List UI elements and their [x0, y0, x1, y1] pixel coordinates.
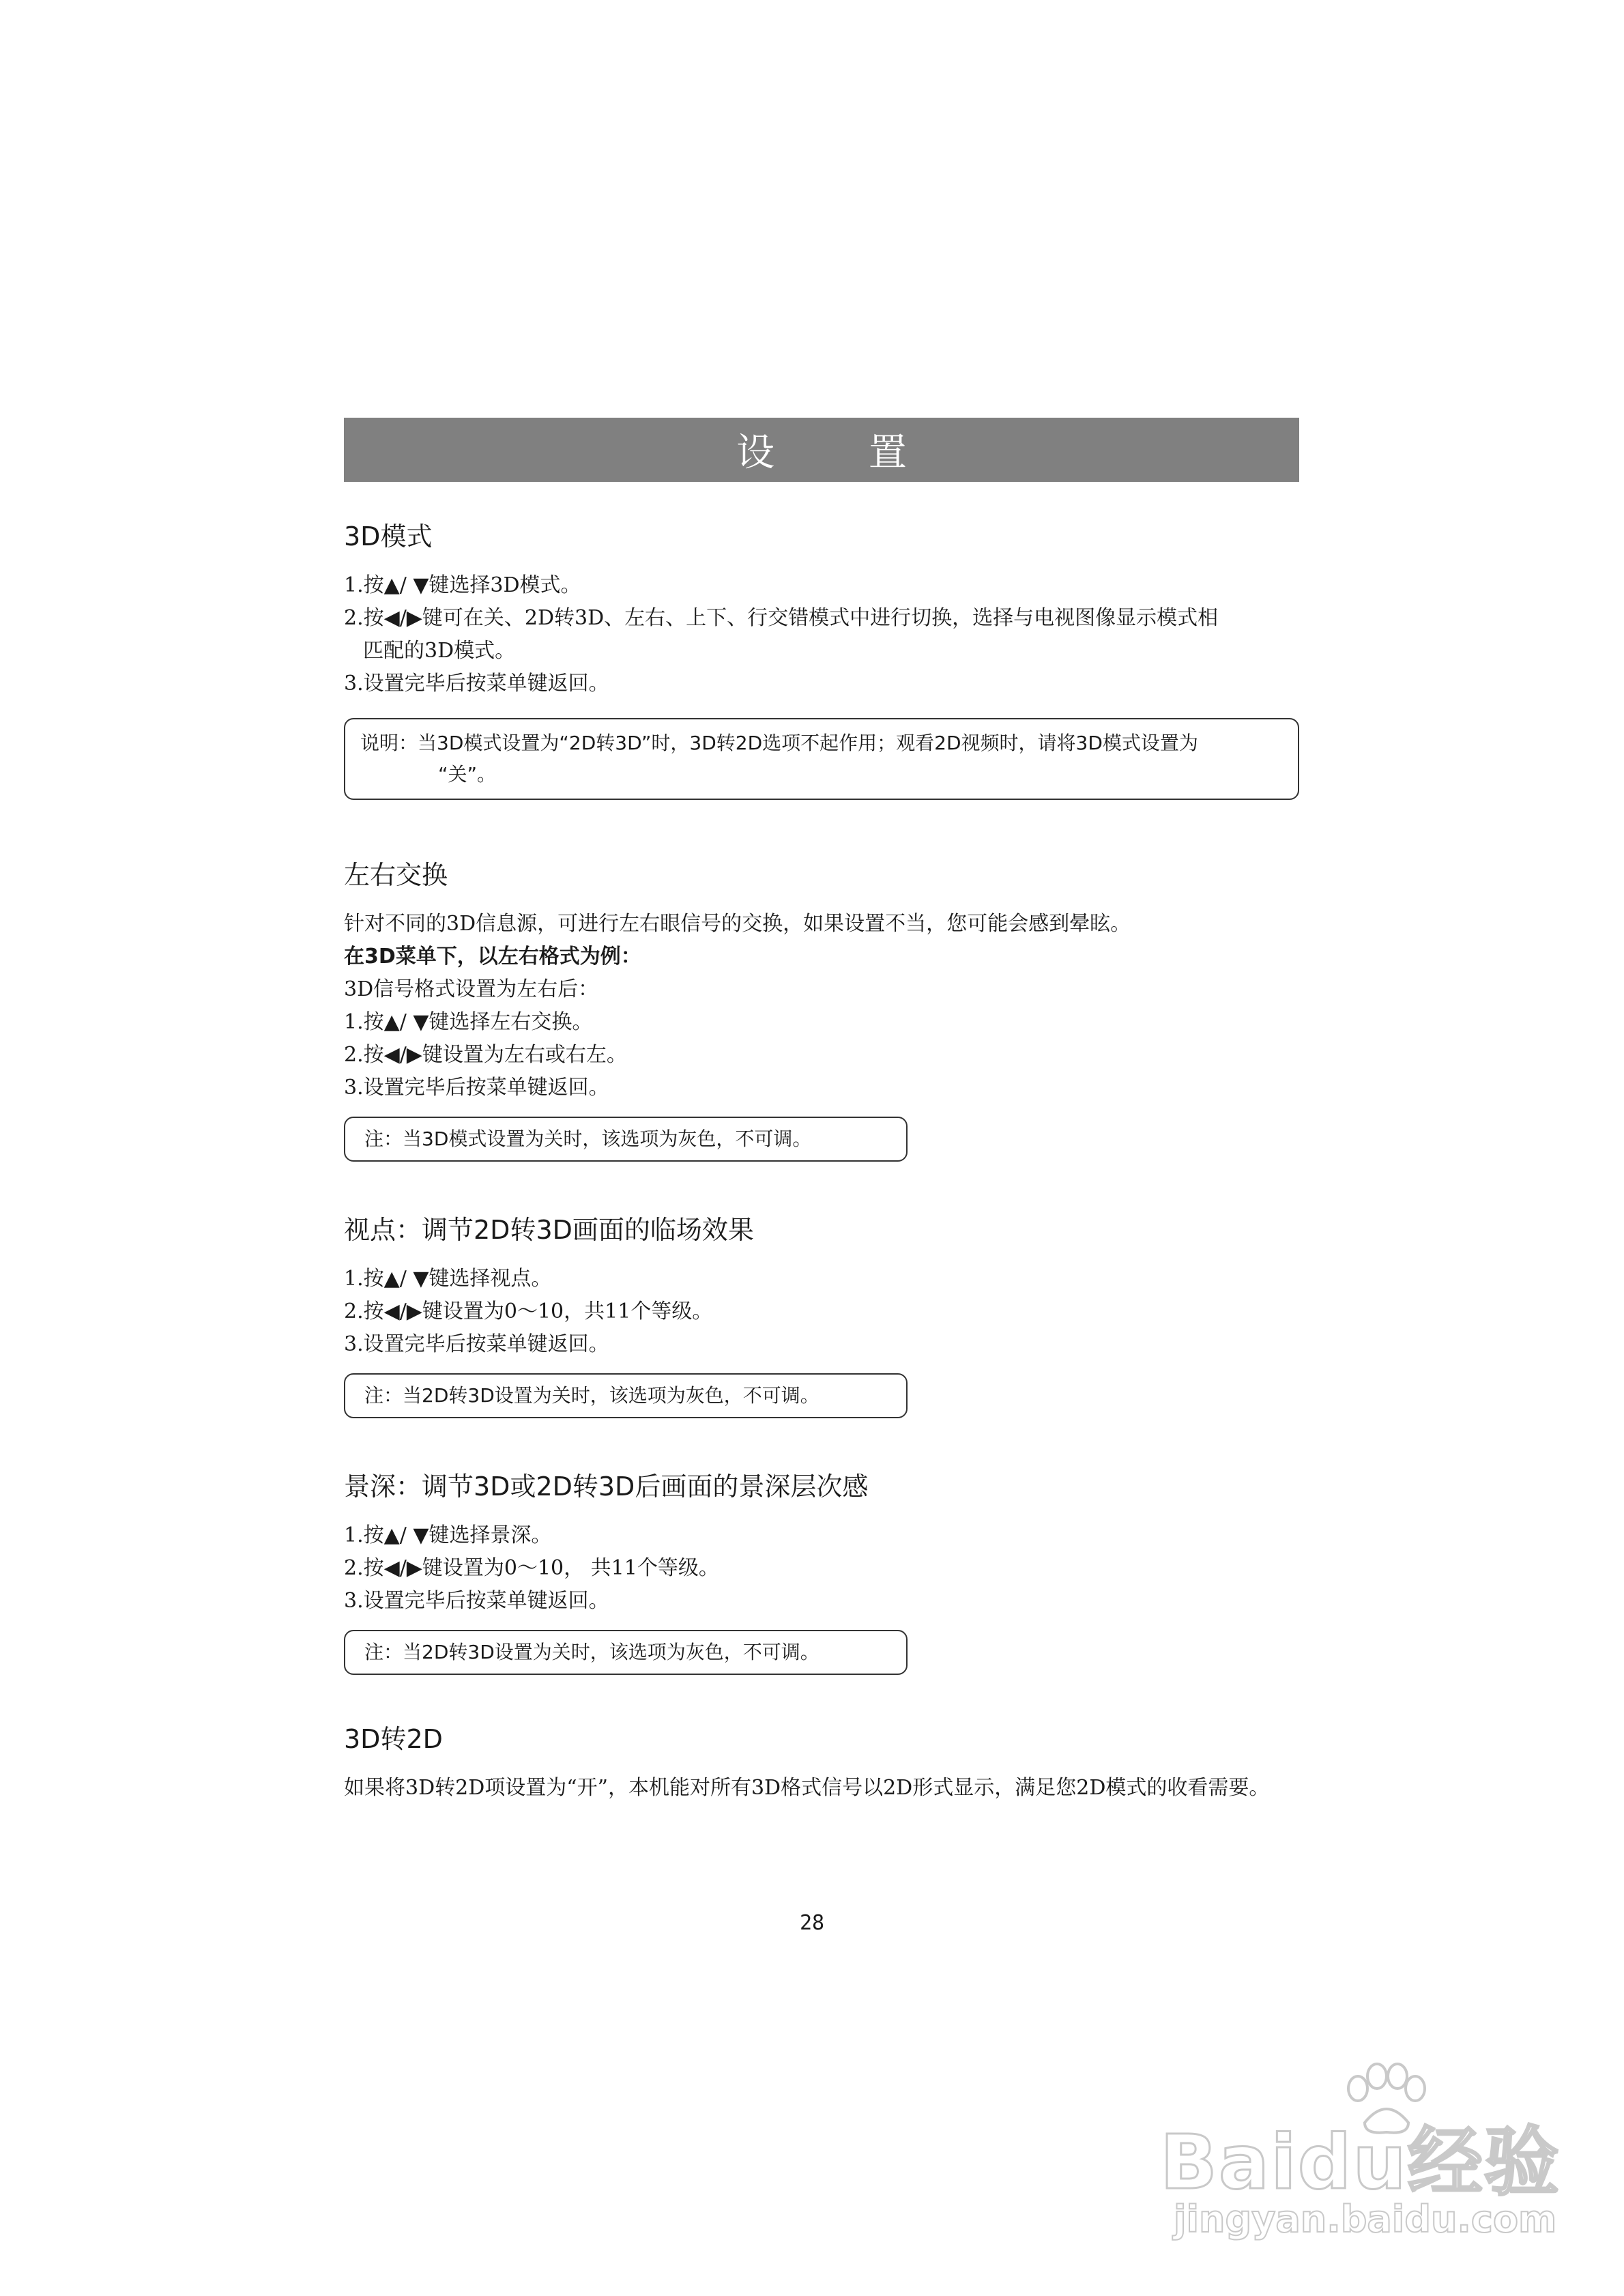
- page-title: 设 置: [736, 431, 948, 475]
- note-text: 说明：当3D模式设置为“2D转3D”时，3D转2D选项不起作用；观看2D视频时，请将3D模式设置为: [360, 732, 1198, 754]
- note-box: [344, 718, 1299, 800]
- content-area: [344, 519, 1299, 1805]
- note-box: [344, 1117, 908, 1162]
- section-viewpoint: [344, 1212, 1299, 1418]
- section-heading: 3D转2D: [344, 1724, 443, 1754]
- note-text: 注：当3D模式设置为关时，该选项为灰色，不可调。: [364, 1128, 812, 1150]
- note-text: 注：当2D转3D设置为关时，该选项为灰色，不可调。: [364, 1384, 820, 1407]
- format-text: 3D信号格式设置为左右后：: [344, 977, 599, 1001]
- example-text: 在3D菜单下，以左右格式为例：: [344, 945, 641, 968]
- section-heading: 3D模式: [344, 521, 433, 551]
- baidu-watermark: [1160, 2061, 1569, 2266]
- step-line: 1.按▲/ ▼键选择景深。: [344, 1523, 552, 1547]
- note-text: 注：当2D转3D设置为关时，该选项为灰色，不可调。: [364, 1641, 820, 1663]
- note-box: [344, 1630, 908, 1675]
- step-line: 2.按◀/▶键设置为0～10， 共11个等级。: [344, 1556, 719, 1580]
- section-3d-mode: [344, 519, 1299, 800]
- intro-text: 针对不同的3D信息源，可进行左右眼信号的交换，如果设置不当，您可能会感到晕眩。: [344, 912, 1131, 936]
- step-line: 1.按▲/ ▼键选择3D模式。: [344, 573, 581, 597]
- page-title-banner: [344, 418, 1299, 482]
- watermark-url: jingyan.baidu.com: [1174, 2198, 1557, 2241]
- page-number: 28: [799, 1911, 825, 1935]
- step-line: 2.按◀/▶键设置为左右或右左。: [344, 1043, 627, 1067]
- section-heading: 左右交换: [344, 860, 448, 890]
- step-line: 2.按◀/▶键可在关、2D转3D、左右、上下、行交错模式中进行切换，选择与电视图像显示模式相: [344, 606, 1219, 630]
- step-line: 3.设置完毕后按菜单键返回。: [344, 1332, 609, 1356]
- body-text: 如果将3D转2D项设置为“开”，本机能对所有3D格式信号以2D形式显示，满足您2D模式的收看需要。: [344, 1776, 1270, 1800]
- note-text-continuation: “关”。: [438, 763, 497, 786]
- step-line: 1.按▲/ ▼键选择左右交换。: [344, 1010, 593, 1034]
- step-line: 3.设置完毕后按菜单键返回。: [344, 1589, 609, 1613]
- step-line: 3.设置完毕后按菜单键返回。: [344, 672, 609, 695]
- section-depth: [344, 1469, 1299, 1675]
- watermark-logo: Baidu经验: [1160, 2119, 1561, 2206]
- step-line-continuation: 匹配的3D模式。: [363, 639, 516, 663]
- section-heading: 景深：调节3D或2D转3D后画面的景深层次感: [344, 1472, 869, 1502]
- note-box: [344, 1373, 908, 1418]
- section-heading: 视点：调节2D转3D画面的临场效果: [344, 1215, 754, 1245]
- step-line: 2.按◀/▶键设置为0～10，共11个等级。: [344, 1300, 713, 1323]
- step-line: 3.设置完毕后按菜单键返回。: [344, 1076, 609, 1100]
- step-line: 1.按▲/ ▼键选择视点。: [344, 1267, 552, 1291]
- section-3d-to-2d: [344, 1721, 1299, 1805]
- section-lr-swap: [344, 857, 1299, 1162]
